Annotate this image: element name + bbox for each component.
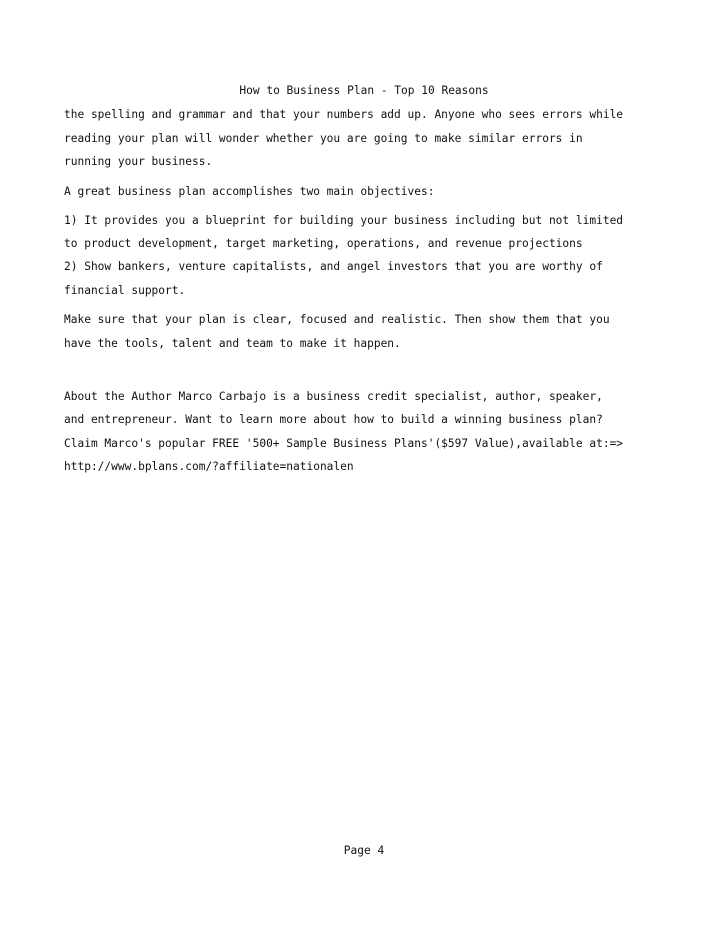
text-line: reading your plan will wonder whether you are going to make similar errors in bbox=[64, 131, 583, 145]
paragraph-objectives-intro bbox=[64, 184, 674, 200]
affiliate-link[interactable]: http://www.bplans.com/?affiliate=nationalen bbox=[64, 460, 354, 473]
text-line: running your business. bbox=[64, 155, 213, 168]
text-line: A great business plan accomplishes two main objectives: bbox=[64, 184, 435, 198]
text-line: have the tools, talent and team to make it happen. bbox=[64, 336, 401, 350]
list-item-line: 1) It provides you a blueprint for building your business including but not limited bbox=[64, 214, 624, 227]
text-line: Claim Marco's popular FREE '500+ Sample Business Plans'($597 Value),available at:=> bbox=[64, 436, 624, 450]
list-item-line: to product development, target marketing, operations, and revenue projections bbox=[64, 237, 583, 250]
page-number: Page 4 bbox=[343, 844, 385, 857]
paragraph-clarity bbox=[64, 312, 674, 352]
list-item-line: financial support. bbox=[64, 283, 186, 297]
text-line: Make sure that your plan is clear, focused and realistic. Then show them that you bbox=[64, 313, 610, 326]
text-line: and entrepreneur. Want to learn more about how to build a winning business plan? bbox=[64, 413, 603, 426]
document-body bbox=[64, 107, 674, 475]
list-item-line: 2) Show bankers, venture capitalists, and angel investors that you are worthy of bbox=[64, 260, 603, 273]
objectives-list bbox=[64, 213, 674, 299]
author-bio bbox=[64, 389, 674, 476]
text-line: About the Author Marco Carbajo is a business credit specialist, author, speaker, bbox=[64, 389, 603, 403]
page-header-title: How to Business Plan - Top 10 Reasons bbox=[239, 84, 489, 97]
text-line: the spelling and grammar and that your numbers add up. Anyone who sees errors while bbox=[64, 108, 624, 121]
paragraph-errors bbox=[64, 107, 674, 170]
